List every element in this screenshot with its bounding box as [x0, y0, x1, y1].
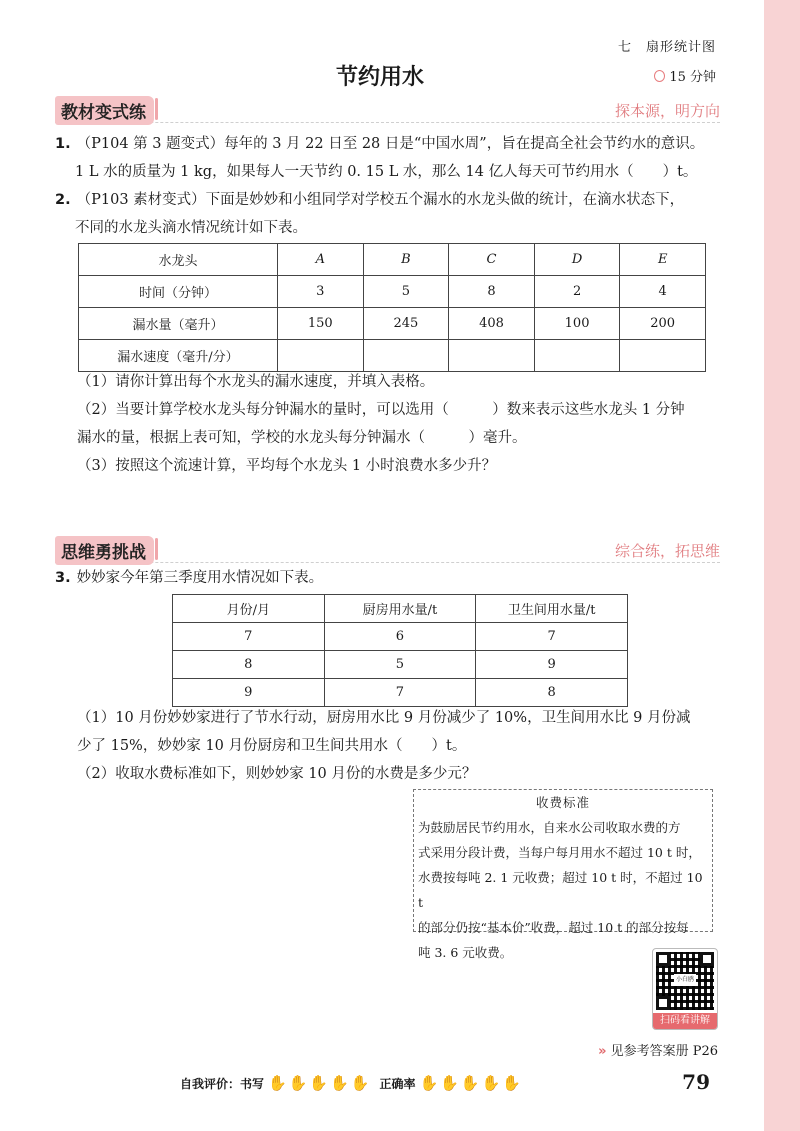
thumbs-up-icon[interactable]: ✋	[330, 1074, 349, 1092]
double-chevron-icon: »	[598, 1044, 607, 1059]
section-header-textbook	[55, 96, 720, 123]
question-text: 1 L 水的质量为 1 kg，如果每人一天节约 0. 15 L 水，那么 14 亿人每天可节约用水（ ）t。	[75, 164, 698, 180]
time-estimate	[654, 66, 716, 85]
table-cell: E	[620, 244, 706, 276]
table-cell: 7	[324, 679, 476, 707]
qr-logo-text: 小白鸥	[674, 974, 696, 986]
qr-finder	[656, 952, 670, 966]
table-cell: 150	[278, 308, 364, 340]
question-text: （P103 素材变式）下面是妙妙和小组同学对学校五个漏水的水龙头做的统计，在滴水状态下，	[76, 192, 685, 208]
table-cell: 3	[278, 276, 364, 308]
table-cell: 9	[476, 651, 628, 679]
page-edge-strip	[764, 0, 800, 1131]
table-cell: 9	[173, 679, 325, 707]
qr-code[interactable]	[652, 948, 718, 1030]
section-subtitle: 综合练，拓思维	[614, 542, 720, 560]
section-header-challenge	[55, 536, 720, 563]
table-row	[79, 276, 706, 308]
answer-cell[interactable]	[534, 340, 620, 372]
fee-title: 收费标准	[535, 795, 590, 810]
subquestion-1: （1）10 月份妙妙家进行了节水行动，厨房用水比 9 月份减少了 10%，卫生间用水比 9 月份减	[77, 710, 691, 726]
table-cell: B	[363, 244, 449, 276]
table-cell: D	[534, 244, 620, 276]
table-cell: 6	[324, 623, 476, 651]
page-number: 79	[682, 1070, 710, 1094]
table-cell: 8	[449, 276, 535, 308]
question-1	[55, 130, 725, 186]
table-cell: 卫生间用水量/t	[476, 595, 628, 623]
question-2	[55, 186, 725, 242]
table-cell: 408	[449, 308, 535, 340]
question-text: 妙妙家今年第三季度用水情况如下表。	[76, 570, 324, 586]
table-cell: 7	[173, 623, 325, 651]
self-eval-label: 自我评价：	[180, 1076, 241, 1091]
table-cell: 100	[534, 308, 620, 340]
answer-cell[interactable]	[363, 340, 449, 372]
table-row	[79, 308, 706, 340]
faucet-table	[78, 243, 706, 372]
writing-rating	[268, 1074, 369, 1092]
thumbs-up-icon[interactable]: ✋	[481, 1074, 501, 1092]
thumbs-up-icon[interactable]: ✋	[350, 1074, 370, 1092]
question-3	[55, 564, 725, 592]
table-row	[79, 244, 706, 276]
thumbs-up-icon[interactable]: ✋	[288, 1074, 308, 1092]
accuracy-label: 正确率	[379, 1076, 416, 1091]
table-cell: 8	[173, 651, 325, 679]
qr-finder	[700, 952, 714, 966]
thumbs-up-icon[interactable]: ✋	[502, 1074, 521, 1092]
subquestion-1: （1）请你计算出每个水龙头的漏水速度，并填入表格。	[77, 374, 435, 390]
table-row	[173, 623, 628, 651]
table-cell: 4	[620, 276, 706, 308]
subquestion-1-cont: 少了 15%，妙妙家 10 月份厨房和卫生间共用水（ ）t。	[77, 738, 467, 754]
table-row	[173, 595, 628, 623]
chapter-label: 七 扇形统计图	[617, 40, 716, 55]
table-cell: 245	[363, 308, 449, 340]
question-number: 2.	[55, 192, 71, 208]
answer-cell[interactable]	[620, 340, 706, 372]
fee-line: 水费按每吨 2. 1 元收费；超过 10 t 时，不超过 10 t	[418, 870, 703, 910]
table-cell: 2	[534, 276, 620, 308]
answer-cell[interactable]	[278, 340, 364, 372]
question-text: 不同的水龙头滴水情况统计如下表。	[75, 220, 307, 236]
answer-cell[interactable]	[449, 340, 535, 372]
qr-code-image	[656, 952, 714, 1010]
table-cell: 厨房用水量/t	[324, 595, 476, 623]
subquestion-2-cont: 漏水的量，根据上表可知，学校的水龙头每分钟漏水（ ）毫升。	[77, 430, 527, 446]
answer-reference	[598, 1040, 718, 1059]
qr-finder	[656, 996, 670, 1010]
thumbs-up-icon[interactable]: ✋	[460, 1074, 480, 1092]
subquestion-2: （2）当要计算学校水龙头每分钟漏水的量时，可以选用（ ）数来表示这些水龙头 1 分钟	[77, 402, 685, 418]
question-text: （P104 第 3 题变式）每年的 3 月 22 日至 28 日是“中国水周”，旨在提高全社会节约水的意识。	[76, 136, 705, 152]
writing-label: 书写	[240, 1076, 265, 1091]
thumbs-up-icon[interactable]: ✋	[268, 1074, 287, 1092]
table-row	[173, 651, 628, 679]
water-usage-table	[172, 594, 628, 707]
time-text: 15 分钟	[669, 70, 716, 85]
subquestion-2: （2）收取水费标准如下，则妙妙家 10 月份的水费是多少元？	[77, 766, 477, 782]
table-cell: 200	[620, 308, 706, 340]
table-cell: 漏水量（毫升）	[79, 308, 278, 340]
fee-line: 吨 3. 6 元收费。	[418, 945, 513, 960]
thumbs-up-icon[interactable]: ✋	[440, 1074, 459, 1092]
self-evaluation	[180, 1074, 531, 1092]
section-subtitle: 探本源，明方向	[614, 102, 720, 120]
fee-line: 的部分仍按“基本价”收费，超过 10 t 的部分按每	[418, 920, 689, 935]
alarm-clock-icon	[654, 70, 665, 82]
section-tag: 思维勇挑战	[55, 536, 154, 565]
table-cell: 时间（分钟）	[79, 276, 278, 308]
table-row	[79, 340, 706, 372]
table-cell: 月份/月	[173, 595, 325, 623]
table-cell: 水龙头	[79, 244, 278, 276]
page-title: 节约用水	[335, 65, 424, 90]
question-number: 1.	[55, 136, 71, 152]
section-tag: 教材变式练	[55, 96, 154, 125]
table-cell: 7	[476, 623, 628, 651]
qr-label: 扫码看讲解	[653, 1013, 717, 1029]
question-3-subparts	[55, 704, 725, 788]
table-cell: 8	[476, 679, 628, 707]
question-2-subparts	[55, 368, 725, 480]
fee-line: 为鼓励居民节约用水，自来水公司收取水费的方	[418, 820, 681, 835]
thumbs-up-icon[interactable]: ✋	[419, 1074, 439, 1092]
fee-standard-box	[413, 789, 713, 960]
table-cell: C	[449, 244, 535, 276]
table-cell: A	[278, 244, 364, 276]
accuracy-rating	[419, 1074, 520, 1092]
thumbs-up-icon[interactable]: ✋	[309, 1074, 329, 1092]
answer-ref-text: 见参考答案册 P26	[610, 1044, 718, 1059]
table-cell: 5	[363, 276, 449, 308]
question-number: 3.	[55, 570, 71, 586]
table-cell: 5	[324, 651, 476, 679]
table-row	[173, 679, 628, 707]
subquestion-3: （3）按照这个流速计算，平均每个水龙头 1 小时浪费水多少升？	[77, 458, 497, 474]
fee-line: 式采用分段计费，当每户每月用水不超过 10 t 时，	[418, 845, 701, 860]
table-cell: 漏水速度（毫升/分）	[79, 340, 278, 372]
